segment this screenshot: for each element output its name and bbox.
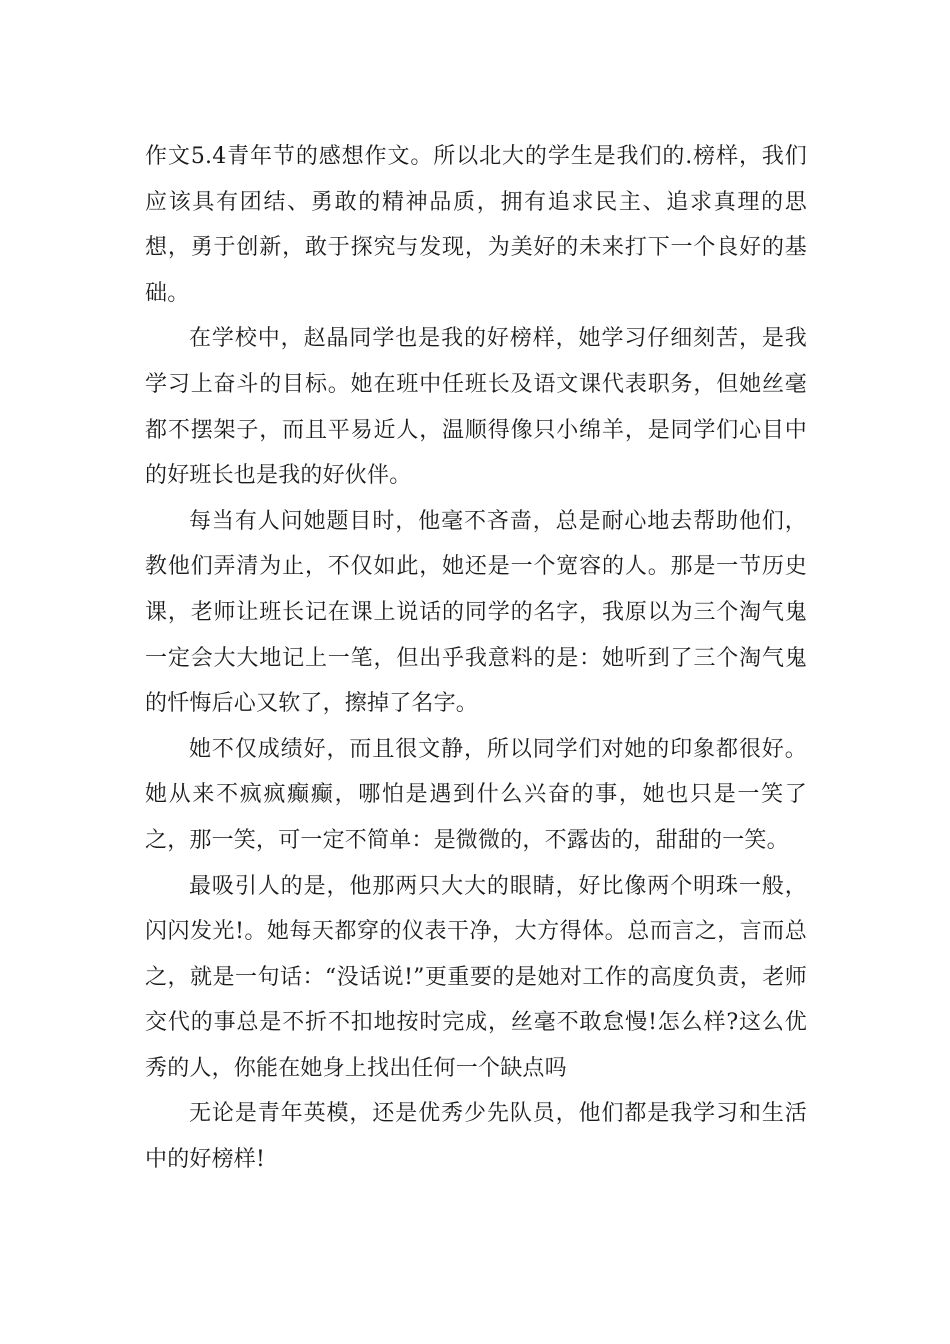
- paragraph-1: 作文5.4青年节的感想作文。所以北大的学生是我们的.榜样，我们应该具有团结、勇敢的精神品质，拥有追求民主、追求真理的思想，勇于创新，敢于探究与发现，为美好的未来打下一个良好的基础。: [145, 144, 807, 306]
- document-body: [145, 134, 807, 1183]
- paragraph-5: 最吸引人的是，他那两只大大的眼睛，好比像两个明珠一般，闪闪发光!。她每天都穿的仪表干净，大方得体。总而言之，言而总之，就是一句话：“没话说!”更重要的是她对工作的高度负责，老师交代的事总是不折不扣地按时完成，丝毫不敢怠慢!怎么样?这么优秀的人，你能在她身上找出任何一个缺点吗: [145, 873, 807, 1081]
- paragraph-6: 无论是青年英模，还是优秀少先队员，他们都是我学习和生活中的好榜样!: [145, 1101, 807, 1173]
- paragraph-4: 她不仅成绩好，而且很文静，所以同学们对她的印象都很好。她从来不疯疯癫癫，哪怕是遇到什么兴奋的事，她也只是一笑了之，那一笑，可一定不简单：是微微的，不露齿的，甜甜的一笑。: [145, 736, 807, 853]
- paragraph-3: 每当有人问她题目时，他毫不吝啬，总是耐心地去帮助他们，教他们弄清为止，不仅如此，她还是一个宽容的人。那是一节历史课，老师让班长记在课上说话的同学的名字，我原以为三个淘气鬼一定会大大地记上一笔，但出乎我意料的是：她听到了三个淘气鬼的忏悔后心又软了，擦掉了名字。: [145, 508, 807, 717]
- paragraph-2: 在学校中，赵晶同学也是我的好榜样，她学习仔细刻苦，是我学习上奋斗的目标。她在班中任班长及语文课代表职务，但她丝毫都不摆架子，而且平易近人，温顺得像只小绵羊，是同学们心目中的好班长也是我的好伙伴。: [145, 326, 807, 489]
